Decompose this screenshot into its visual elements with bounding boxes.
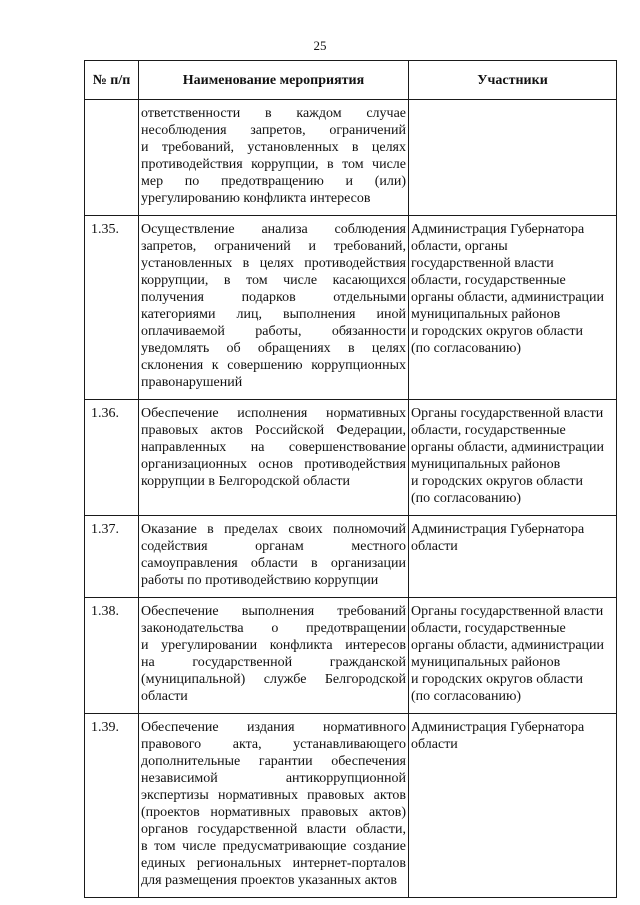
table-row [85, 516, 617, 598]
participant-line: Администрация Губернатора [411, 522, 585, 537]
row-number: 1.35. [85, 216, 139, 400]
measure-name-cell [139, 598, 409, 714]
measure-name-line: органов государственной власти области, [141, 822, 406, 837]
row-number: 1.37. [85, 516, 139, 598]
participant-line: (по согласованию) [411, 689, 522, 704]
participant-line: и городских округов области [411, 474, 584, 489]
measure-name-line: независимой антикоррупционной [141, 771, 406, 786]
measure-name-line: и урегулировании конфликта интересов [141, 638, 406, 653]
row-number: 1.39. [85, 714, 139, 898]
header-number: № п/п [85, 61, 139, 100]
measure-name-line: противодействия коррупции, в том числе [141, 157, 406, 172]
participant-line: области, государственные [411, 621, 566, 636]
measure-name-line: установленных в целях противодействия [141, 256, 406, 271]
measure-name-line: склонения к совершению коррупционных [141, 358, 406, 373]
participant-line: области [411, 539, 458, 554]
measures-table [84, 60, 617, 898]
measure-name-line: ответственности в каждом случае [141, 106, 406, 121]
measure-name-line: и требований, установленных в целях [141, 140, 406, 155]
measure-name-line: правонарушений [141, 375, 243, 390]
measure-name-line: несоблюдения запретов, ограничений [141, 123, 406, 138]
measure-name-line: коррупции в Белгородской области [141, 474, 350, 489]
participant-line: Администрация Губернатора [411, 720, 585, 735]
measure-name-line: экспертизы нормативных правовых актов [141, 788, 406, 803]
participants-cell [409, 598, 617, 714]
table-row [85, 100, 617, 216]
table-header-row [85, 61, 617, 100]
participant-line: органы области, администрации [411, 638, 605, 653]
measure-name-line: единых региональных интернет-порталов [141, 856, 406, 871]
participant-line: области, государственные [411, 423, 566, 438]
participant-line: органы области, администрации [411, 290, 605, 305]
row-number [85, 100, 139, 216]
measure-name-line: (муниципальной) службе Белгородской [141, 672, 406, 687]
measure-name-line: коррупции, в том числе касающихся [141, 273, 406, 288]
measure-name-line: правовых актов Российской Федерации, [141, 423, 406, 438]
measure-name-line: законодательства о предотвращении [141, 621, 406, 636]
table-row [85, 714, 617, 898]
row-number: 1.36. [85, 400, 139, 516]
measure-name-line: содействия органам местного [141, 539, 406, 554]
measure-name-line: категориями лиц, выполнения иной [141, 307, 406, 322]
measure-name-cell [139, 714, 409, 898]
row-number: 1.38. [85, 598, 139, 714]
measure-name-line: оплачиваемой работы, обязанности [141, 324, 406, 339]
participants-cell [409, 714, 617, 898]
measure-name-line: уведомлять об обращениях в целях [141, 341, 406, 356]
table-row [85, 400, 617, 516]
measure-name-line: Обеспечение издания нормативного [141, 720, 406, 735]
participant-line: муниципальных районов [411, 457, 561, 472]
measure-name-line: организационных основ противодействия [141, 457, 406, 472]
measure-name-line: Оказание в пределах своих полномочий [141, 522, 406, 537]
participants-cell [409, 516, 617, 598]
header-participants: Участники [409, 61, 617, 100]
measure-name-cell [139, 216, 409, 400]
participant-line: Органы государственной власти [411, 604, 604, 619]
measure-name-cell [139, 400, 409, 516]
participant-line: Органы государственной власти [411, 406, 604, 421]
participants-cell [409, 216, 617, 400]
measure-name-line: работы по противодействию коррупции [141, 573, 379, 588]
measure-name-line: на государственной гражданской [141, 655, 406, 670]
measure-name-line: Осуществление анализа соблюдения [141, 222, 406, 237]
participant-line: области, государственные [411, 273, 566, 288]
participant-line: органы области, администрации [411, 440, 605, 455]
participant-line: Администрация Губернатора [411, 222, 585, 237]
participant-line: муниципальных районов [411, 307, 561, 322]
participants-cell [409, 100, 617, 216]
measure-name-line: для размещения проектов указанных актов [141, 873, 397, 888]
header-measure-name: Наименование мероприятия [139, 61, 409, 100]
table-row [85, 598, 617, 714]
participant-line: (по согласованию) [411, 341, 522, 356]
measure-name-line: мер по предотвращению и (или) [141, 174, 406, 189]
measure-name-line: самоуправления области в организации [141, 556, 406, 571]
measure-name-line: направленных на совершенствование [141, 440, 406, 455]
participant-line: области [411, 737, 458, 752]
participants-cell [409, 400, 617, 516]
measure-name-line: дополнительные гарантии обеспечения [141, 754, 406, 769]
measure-name-line: запретов, ограничений и требований, [141, 239, 406, 254]
page-number: 25 [313, 38, 327, 53]
measure-name-line: урегулированию конфликта интересов [141, 191, 371, 206]
participant-line: муниципальных районов [411, 655, 561, 670]
measure-name-line: правового акта, устанавливающего [141, 737, 406, 752]
participant-line: государственной власти [411, 256, 554, 271]
participant-line: и городских округов области [411, 672, 584, 687]
participant-line: (по согласованию) [411, 491, 522, 506]
measure-name-cell [139, 516, 409, 598]
measure-name-line: Обеспечение выполнения требований [141, 604, 406, 619]
participant-line: области, органы [411, 239, 508, 254]
measure-name-cell [139, 100, 409, 216]
measure-name-line: области [141, 689, 188, 704]
measure-name-line: получения подарков отдельными [141, 290, 406, 305]
participant-line: и городских округов области [411, 324, 584, 339]
table-row [85, 216, 617, 400]
measure-name-line: в том числе предусматривающие создание [141, 839, 406, 854]
measure-name-line: Обеспечение исполнения нормативных [141, 406, 406, 421]
measure-name-line: (проектов нормативных правовых актов) [141, 805, 406, 820]
